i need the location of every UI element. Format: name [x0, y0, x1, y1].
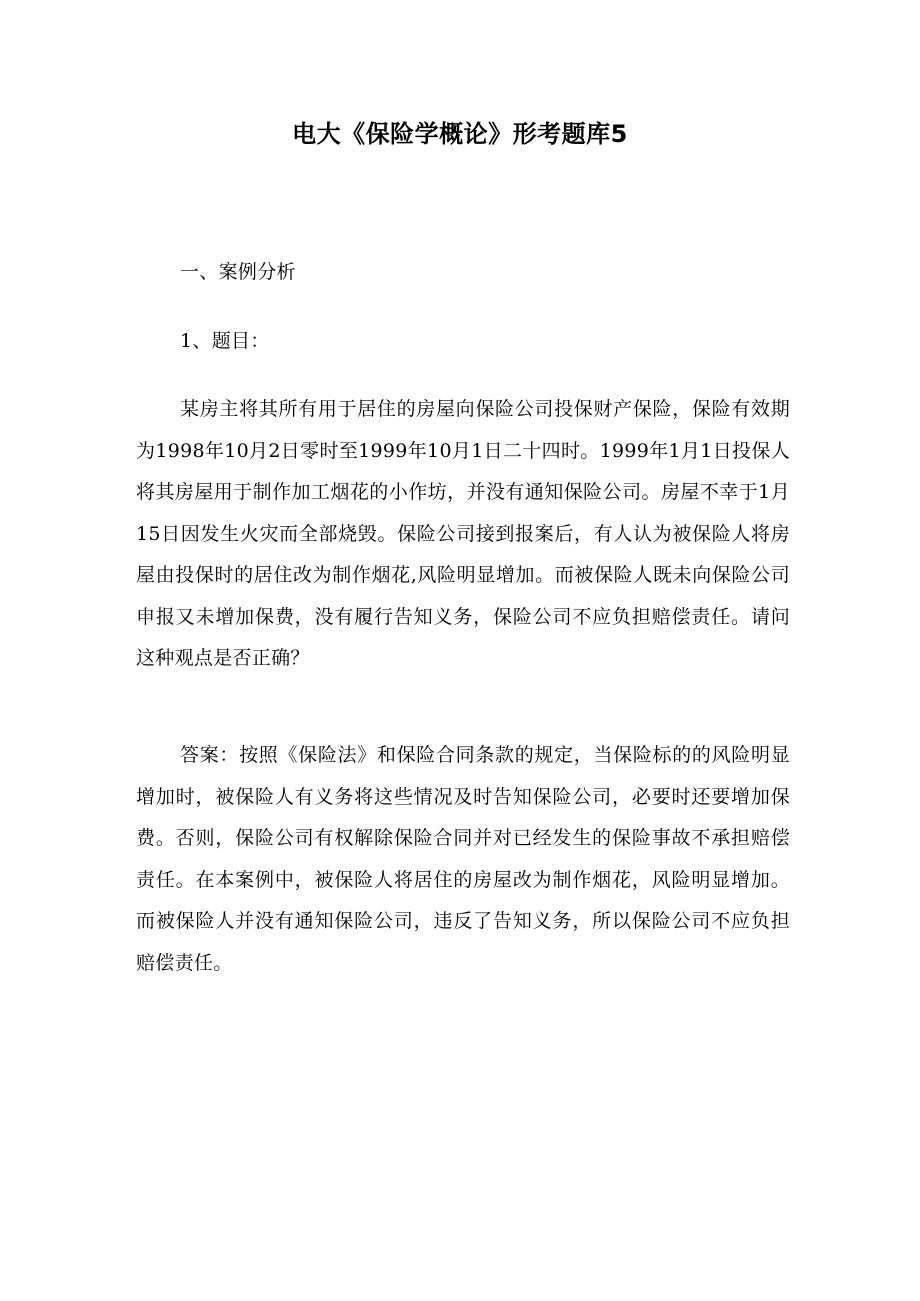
page-title: 电大《保险学概论》形考题库5	[292, 120, 628, 148]
answer-paragraph: 答案：按照《保险法》和保险合同条款的规定，当保险标的的风险明显增加时，被保险人有义务将这些情况及时告知保险公司，必要时还要增加保费。否则，保险公司有权解除保险合同并对已经发生的保险事故不承担赔偿责任。在本案例中，被保险人将居住的房屋改为制作烟花，风险明显增加。而被保险人并没有通知保险公司，违反了告知义务，所以保险公司不应负担赔偿责任。	[136, 744, 790, 974]
section-heading: 一、案例分析	[180, 261, 296, 283]
question-paragraph: 某房主将其所有用于居住的房屋向保险公司投保财产保险，保险有效期为1998年10月2日零时至1999年10月1日二十四时。1999年1月1日投保人将其房屋用于制作加工烟花的小作坊，并没有通知保险公司。房屋不幸于1月15日因发生火灾而全部烧毁。保险公司接到报案后，有人认为被保险人将房屋由投保时的居住改为制作烟花,风险明显增加。而被保险人既未向保险公司申报又未增加保费，没有履行告知义务，保险公司不应负担赔偿责任。请问这种观点是否正确？	[136, 398, 790, 669]
question-label: 1、题目：	[180, 330, 270, 352]
